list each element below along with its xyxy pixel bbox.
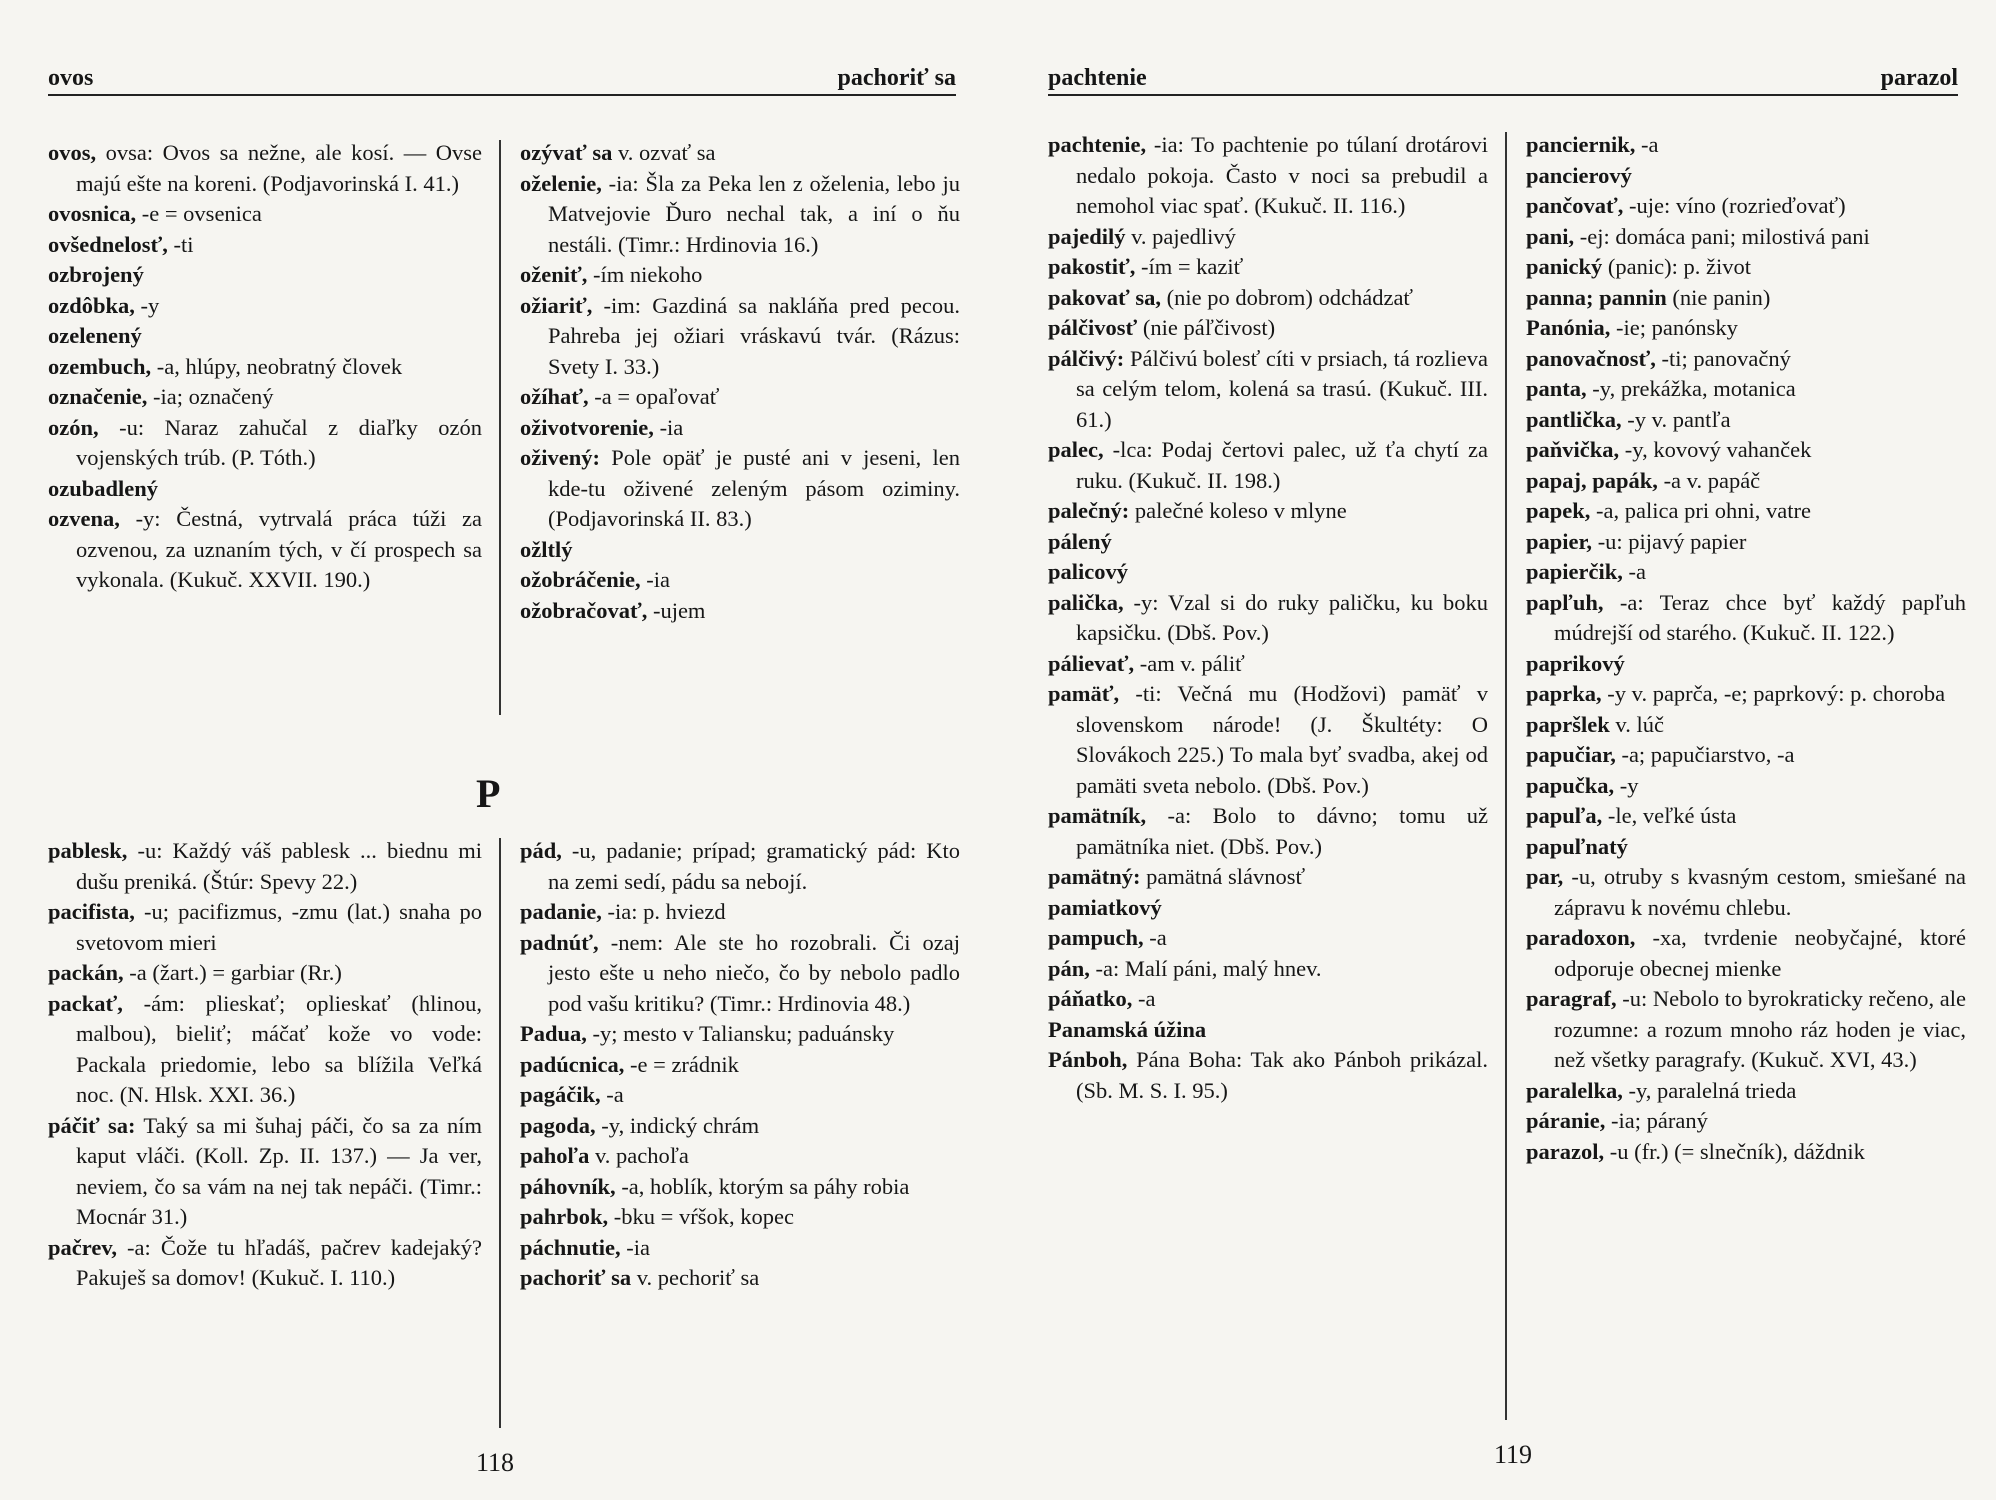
entry-definition: Pána Boha: Tak ako Pánboh prikázal. (Sb. M. S. I. 95.)	[1076, 1047, 1488, 1103]
entry-definition: -u (fr.) (= slnečník), dáždnik	[1604, 1138, 1865, 1164]
column-divider	[499, 838, 501, 1428]
entry-definition: -ia: Šla za Peka len z oželenia, lebo ju Matvejovie Ďuro nechal tak, a iní o ňu nestáli. (Timr.: Hrdinovia 16.)	[548, 170, 960, 257]
dictionary-entry	[520, 260, 960, 291]
entry-definition: -ti; panovačný	[1655, 345, 1791, 371]
dictionary-entry	[1526, 984, 1966, 1076]
entry-headword: papier,	[1526, 528, 1593, 554]
dictionary-entry	[1526, 222, 1966, 253]
entry-definition: -ám: plieskať; oplieskať (hlinou, malbou), bieliť; máčať kože vo vode: Packala priedomie, lebo sa blížila Veľká noc. (N. Hlsk. XXI. 36.)	[76, 990, 482, 1107]
entry-definition: (nie páľčivost)	[1137, 315, 1276, 340]
dictionary-entry	[48, 989, 482, 1111]
dictionary-entry	[520, 1111, 960, 1142]
dictionary-entry	[1526, 801, 1966, 832]
entry-headword: oženiť,	[520, 262, 588, 287]
column-divider	[1505, 132, 1507, 1420]
entry-headword: páhovník,	[520, 1173, 616, 1199]
dictionary-entry	[1526, 527, 1966, 558]
entry-definition: Taký sa mi šuhaj páči, čo sa za ním kaput vláči. (Koll. Zp. II. 137.) — Ja ver, neviem, čo sa vám na nej tak nepáči. (Timr.: Mocnár 31.)	[76, 1112, 483, 1229]
column-lower-left	[48, 836, 482, 1294]
entry-definition: -ia; páraný	[1605, 1108, 1708, 1133]
dictionary-entry	[520, 928, 960, 1020]
entry-definition: -e = zrádnik	[624, 1051, 739, 1077]
entry-definition: -y v. pantľa	[1621, 406, 1731, 432]
dictionary-entry	[520, 1202, 960, 1233]
entry-definition: -u: Každý váš pablesk ... biednu mi dušu preniká. (Štúr: Spevy 22.)	[76, 838, 482, 894]
dictionary-entry	[1526, 405, 1966, 436]
dictionary-entry	[1048, 252, 1488, 283]
running-head-last-word: pachoriť sa	[837, 65, 956, 91]
entry-definition: -y v. paprča, -e; paprkový: p. choroba	[1601, 681, 1946, 706]
dictionary-entry	[48, 321, 482, 352]
entry-definition: -a, hlúpy, neobratný človek	[151, 353, 403, 379]
dictionary-entry	[48, 138, 482, 199]
dictionary-entry	[520, 291, 960, 383]
dictionary-entry	[1048, 222, 1488, 253]
entry-headword: ozývať sa	[520, 140, 613, 165]
entry-headword: ozembuch,	[48, 353, 152, 379]
entry-headword: padúcnica,	[520, 1051, 625, 1077]
dictionary-entry	[48, 291, 482, 322]
entry-headword: panovačnosť,	[1526, 345, 1656, 371]
dictionary-entry	[1048, 588, 1488, 649]
entry-headword: oželenie,	[520, 170, 602, 196]
entry-headword: páchnutie,	[520, 1234, 621, 1260]
entry-headword: par,	[1526, 864, 1564, 889]
entry-headword: pamäť,	[1048, 681, 1120, 706]
entry-headword: paňvička,	[1526, 437, 1620, 462]
entry-definition: -y, paralelná trieda	[1622, 1077, 1797, 1103]
dictionary-entry	[1526, 862, 1966, 923]
entry-definition: palečné koleso v mlyne	[1129, 498, 1347, 523]
entry-definition: -ia	[640, 567, 670, 592]
entry-definition: -le, veľké ústa	[1602, 803, 1737, 828]
dictionary-entry	[1048, 893, 1488, 924]
dictionary-entry	[48, 1233, 482, 1294]
entry-definition: -bku = vŕšok, kopec	[608, 1204, 794, 1229]
dictionary-entry	[520, 836, 960, 897]
running-head-last-word: parazol	[1880, 65, 1958, 91]
entry-definition: -ia: p. hviezd	[601, 899, 726, 924]
dictionary-entry	[520, 596, 960, 627]
dictionary-entry	[1048, 954, 1488, 985]
entry-headword: packať,	[48, 990, 123, 1016]
entry-headword: páňatko,	[1048, 986, 1133, 1011]
entry-definition: -a: Bolo to dávno; tomu už pamätníka niet. (Dbš. Pov.)	[1076, 803, 1488, 859]
entry-definition: -ti	[167, 231, 194, 257]
entry-headword: pablesk,	[48, 838, 128, 863]
entry-definition: ovsa: Ovos sa nežne, ale kosí. — Ovse majú ešte na koreni. (Podjavorinská I. 41.)	[76, 140, 482, 196]
page-number: 118	[476, 1448, 515, 1477]
entry-definition: v. pajedlivý	[1125, 223, 1236, 249]
entry-headword: ovšednelosť,	[48, 231, 168, 257]
entry-headword: pancierový	[1526, 162, 1632, 188]
dictionary-entry	[1526, 496, 1966, 527]
entry-definition: -a: Malí páni, malý hnev.	[1089, 955, 1322, 981]
dictionary-entry	[48, 260, 482, 291]
dictionary-entry	[48, 897, 482, 958]
entry-headword: pampuch,	[1048, 925, 1144, 950]
entry-headword: pád,	[520, 838, 562, 863]
dictionary-entry	[1526, 832, 1966, 863]
dictionary-entry	[1526, 1137, 1966, 1168]
entry-headword: palicový	[1048, 559, 1129, 584]
dictionary-entry	[520, 413, 960, 444]
entry-headword: ozbrojený	[48, 262, 144, 287]
entry-definition: -u, padanie; prípad; gramatický pád: Kto na zemi sedí, pádu sa nebojí.	[548, 838, 960, 894]
dictionary-entry	[1526, 283, 1966, 314]
running-head	[48, 66, 956, 96]
dictionary-entry	[1526, 1106, 1966, 1137]
entry-headword: palička,	[1048, 589, 1124, 615]
entry-headword: ožiariť,	[520, 292, 593, 318]
dictionary-entry	[48, 1111, 482, 1233]
entry-headword: páranie,	[1526, 1108, 1606, 1133]
dictionary-entry	[1526, 923, 1966, 984]
column-upper-left	[48, 138, 482, 596]
dictionary-entry	[1048, 801, 1488, 862]
entry-headword: oživotvorenie,	[520, 414, 654, 440]
dictionary-entry	[520, 897, 960, 928]
dictionary-entry	[1526, 649, 1966, 680]
entry-headword: pálčivý:	[1048, 345, 1125, 371]
entry-definition: (nie panin)	[1666, 284, 1771, 310]
entry-headword: ovos,	[48, 140, 97, 165]
entry-headword: pančovať,	[1526, 193, 1624, 218]
dictionary-entry	[1526, 588, 1966, 649]
dictionary-entry	[48, 352, 482, 383]
entry-headword: ovosnica,	[48, 201, 137, 226]
dictionary-entry	[1526, 191, 1966, 222]
entry-headword: oživený:	[520, 445, 600, 470]
entry-headword: pálievať,	[1048, 650, 1135, 676]
dictionary-entry	[1048, 344, 1488, 436]
entry-headword: papuľnatý	[1526, 833, 1628, 859]
entry-headword: páčiť sa:	[48, 1112, 136, 1138]
entry-headword: pajedilý	[1048, 223, 1126, 249]
dictionary-entry	[48, 958, 482, 989]
entry-headword: ožíhať,	[520, 384, 589, 409]
dictionary-entry	[520, 382, 960, 413]
entry-headword: ozón,	[48, 414, 99, 440]
entry-headword: pagáčik,	[520, 1082, 601, 1107]
dictionary-entry	[1526, 1076, 1966, 1107]
entry-definition: -ej: domáca pani; milostivá pani	[1574, 223, 1870, 249]
header-rule	[48, 94, 956, 96]
dictionary-entry	[1526, 313, 1966, 344]
entry-headword: pálčivosť	[1048, 315, 1138, 340]
dictionary-entry	[520, 1050, 960, 1081]
dictionary-entry	[48, 504, 482, 596]
entry-headword: papršlek	[1526, 711, 1610, 737]
entry-definition: -y: Čestná, vytrvalá práca túži za ozvenou, za uznaním tých, v čí prospech sa vykonala. (Kukuč. XXVII. 190.)	[76, 506, 482, 592]
entry-definition: -a	[600, 1082, 624, 1107]
dictionary-entry	[520, 535, 960, 566]
dictionary-entry	[1526, 557, 1966, 588]
entry-headword: Padua,	[520, 1021, 587, 1046]
dictionary-entry	[1048, 923, 1488, 954]
entry-definition: -a	[1143, 925, 1167, 950]
dictionary-entry	[1526, 130, 1966, 161]
dictionary-entry	[520, 1141, 960, 1172]
entry-definition: -ia	[653, 414, 684, 440]
column-right	[1526, 130, 1966, 1167]
entry-definition: -y, indický chrám	[595, 1112, 760, 1138]
entry-headword: pagoda,	[520, 1112, 596, 1138]
dictionary-entry	[1048, 679, 1488, 801]
dictionary-entry	[1048, 130, 1488, 222]
entry-headword: paradoxon,	[1526, 925, 1636, 950]
entry-definition: -a; papučiarstvo, -a	[1615, 742, 1795, 767]
entry-headword: parazol,	[1526, 1138, 1605, 1164]
dictionary-entry	[1526, 710, 1966, 741]
running-head	[1048, 66, 1958, 96]
dictionary-entry	[48, 836, 482, 897]
entry-headword: papuľa,	[1526, 803, 1603, 828]
entry-definition: -a	[1132, 986, 1156, 1011]
entry-headword: Panónia,	[1526, 315, 1611, 340]
entry-headword: pahrbok,	[520, 1204, 609, 1229]
entry-headword: paralelka,	[1526, 1077, 1623, 1103]
entry-definition: -u: Nebolo to byrokraticky rečeno, ale rozumne: a rozum mnoho ráz hoden je viac, než všetky paragrafy. (Kukuč. XVI, 43.)	[1554, 986, 1966, 1072]
entry-headword: palec,	[1048, 437, 1104, 462]
dictionary-entry	[1526, 740, 1966, 771]
entry-headword: panta,	[1526, 376, 1587, 401]
entry-headword: padnúť,	[520, 929, 599, 955]
entry-headword: pahoľa	[520, 1143, 590, 1168]
dictionary-entry	[1526, 466, 1966, 497]
entry-headword: panciernik,	[1526, 132, 1636, 157]
entry-definition: -ia	[620, 1234, 651, 1260]
entry-headword: pani,	[1526, 223, 1575, 249]
entry-definition: -a = opaľovať	[588, 384, 720, 409]
dictionary-entry	[1048, 496, 1488, 527]
entry-definition: -a, hoblík, ktorým sa páhy robia	[615, 1173, 910, 1199]
dictionary-entry	[1048, 557, 1488, 588]
entry-definition: -u: pijavý papier	[1592, 528, 1747, 554]
dictionary-entry	[1048, 984, 1488, 1015]
entry-headword: pamätný:	[1048, 864, 1141, 889]
entry-definition: -y	[134, 292, 160, 318]
entry-definition: -uje: víno (rozrieďovať)	[1623, 193, 1846, 218]
entry-definition: v. pechoriť sa	[631, 1265, 760, 1290]
entry-definition: -im: Gazdiná sa nakláňa pred pecou. Pahreba jej ožiari vráskavú tvár. (Rázus: Svety I. 33.)	[548, 292, 960, 379]
entry-definition: -y; mesto v Taliansku; paduánsky	[586, 1021, 895, 1046]
entry-headword: pamiatkový	[1048, 894, 1162, 920]
dictionary-entry	[1526, 344, 1966, 375]
entry-headword: panický	[1526, 254, 1603, 279]
entry-definition: -ujem	[647, 597, 706, 623]
entry-headword: palečný:	[1048, 498, 1130, 523]
entry-headword: papaj, papák,	[1526, 467, 1658, 493]
dictionary-entry	[1048, 862, 1488, 893]
page-number: 119	[1494, 1440, 1533, 1469]
dictionary-entry	[520, 1263, 960, 1294]
dictionary-entry	[1048, 1045, 1488, 1106]
section-letter: P	[476, 771, 501, 816]
entry-definition: Pálčivú bolesť cíti v prsiach, tá rozlieva sa celým telom, kolená sa trasú. (Kukuč. III. 61.)	[1076, 345, 1488, 432]
entry-definition: -nem: Ale ste ho rozobrali. Či ozaj jesto ešte u neho niečo, čo by nebolo padlo pod vašu kritiku? (Timr.: Hrdinovia 48.)	[548, 929, 960, 1016]
entry-definition: -ti: Večná mu (Hodžovi) pamäť v slovenskom národe! (J. Škultéty: O Slovákoch 225.) To mala byť svadba, akej od pamäti sveta nebolo. (Dbš. Pov.)	[1076, 681, 1488, 798]
entry-headword: papučka,	[1526, 772, 1615, 798]
entry-definition: -y, kovový vahanček	[1619, 437, 1812, 462]
entry-headword: papierčik,	[1526, 559, 1623, 584]
dictionary-entry	[520, 169, 960, 261]
dictionary-entry	[1048, 649, 1488, 680]
dictionary-entry	[1526, 161, 1966, 192]
entry-definition: -ím niekoho	[587, 262, 703, 287]
entry-headword: označenie,	[48, 384, 148, 409]
entry-headword: pačrev,	[48, 1234, 117, 1260]
entry-headword: pakovať sa,	[1048, 284, 1162, 310]
entry-headword: papek,	[1526, 498, 1591, 523]
column-upper-right	[520, 138, 960, 626]
entry-headword: ozvena,	[48, 506, 120, 531]
dictionary-entry	[520, 1080, 960, 1111]
dictionary-entry	[48, 382, 482, 413]
dictionary-entry	[520, 565, 960, 596]
entry-definition: -xa, tvrdenie neobyčajné, ktoré odporuje obecnej mienke	[1554, 925, 1966, 981]
entry-headword: Panamská úžina	[1048, 1016, 1207, 1042]
dictionary-entry	[48, 199, 482, 230]
dictionary-entry	[1048, 1015, 1488, 1046]
column-divider	[499, 140, 501, 715]
entry-definition: -a: Teraz chce byť každý papľuh múdrejší od starého. (Kukuč. II. 122.)	[1554, 589, 1966, 645]
entry-definition: -y: Vzal si do ruky paličku, ku boku kapsičku. (Dbš. Pov.)	[1076, 589, 1488, 645]
dictionary-entry	[1048, 527, 1488, 558]
entry-definition: -ie; panónsky	[1610, 315, 1738, 340]
entry-definition: -e = ovsenica	[136, 201, 262, 226]
dictionary-entry	[520, 1233, 960, 1264]
entry-headword: ozubadlený	[48, 475, 159, 501]
column-lower-right	[520, 836, 960, 1294]
entry-definition: v. ozvať sa	[612, 140, 716, 165]
dictionary-entry	[1526, 771, 1966, 802]
entry-headword: paprikový	[1526, 650, 1625, 676]
entry-headword: pachtenie,	[1048, 132, 1147, 157]
entry-headword: papľuh,	[1526, 589, 1604, 615]
entry-headword: pantlička,	[1526, 406, 1622, 432]
dictionary-entry	[520, 1019, 960, 1050]
entry-definition: -a v. papáč	[1657, 467, 1761, 493]
entry-definition: -a	[1635, 132, 1659, 157]
dictionary-entry	[520, 138, 960, 169]
dictionary-entry	[1526, 679, 1966, 710]
dictionary-entry	[1048, 283, 1488, 314]
entry-definition: (panic): p. život	[1602, 254, 1751, 279]
dictionary-entry	[48, 474, 482, 505]
entry-definition: -y	[1614, 772, 1639, 798]
entry-headword: pamätník,	[1048, 803, 1147, 828]
dictionary-entry	[520, 443, 960, 535]
entry-definition: -a: Čože tu hľadáš, pačrev kadejaký? Pakuješ sa domov! (Kukuč. I. 110.)	[76, 1234, 482, 1290]
dictionary-entry	[520, 1172, 960, 1203]
entry-definition: -ím = kaziť	[1135, 254, 1244, 279]
entry-definition: -lca: Podaj čertovi palec, už ťa chytí za ruku. (Kukuč. II. 198.)	[1076, 437, 1488, 493]
entry-headword: pálený	[1048, 528, 1112, 554]
running-head-first-word: pachtenie	[1048, 65, 1147, 91]
entry-headword: ožobráčenie,	[520, 567, 641, 592]
entry-headword: panna; pannin	[1526, 284, 1667, 310]
entry-definition: v. pachoľa	[589, 1143, 689, 1168]
entry-definition: -a, palica pri ohni, vatre	[1590, 498, 1811, 523]
dictionary-entry	[48, 230, 482, 261]
entry-definition: -a	[1622, 559, 1646, 584]
dictionary-entry	[1526, 374, 1966, 405]
entry-definition: (nie po dobrom) odchádzať	[1161, 284, 1414, 310]
entry-headword: padanie,	[520, 899, 602, 924]
entry-headword: pachoriť sa	[520, 1265, 632, 1290]
entry-headword: ozelenený	[48, 323, 142, 348]
entry-headword: pacifista,	[48, 899, 135, 924]
header-rule	[1048, 94, 1958, 96]
entry-definition: v. lúč	[1609, 711, 1664, 737]
entry-definition: -u: Naraz zahučal z diaľky ozón vojenských trúb. (P. Tóth.)	[76, 414, 482, 470]
dictionary-entry	[1526, 252, 1966, 283]
dictionary-entry	[1048, 435, 1488, 496]
entry-definition: -am v. páliť	[1134, 650, 1245, 676]
entry-headword: ozdôbka,	[48, 292, 135, 318]
entry-definition: -u; pacifizmus, -zmu (lat.) snaha po svetovom mieri	[76, 899, 482, 955]
entry-definition: Pole opäť je pusté ani v jeseni, len kde-tu oživené zeleným pásom oziminy. (Podjavorinská II. 83.)	[548, 445, 960, 531]
column-left	[1048, 130, 1488, 1106]
entry-headword: papučiar,	[1526, 742, 1616, 767]
entry-headword: ožobračovať,	[520, 597, 648, 623]
dictionary-entry	[1526, 435, 1966, 466]
entry-headword: ožltlý	[520, 536, 573, 562]
entry-headword: paprka,	[1526, 681, 1602, 706]
entry-definition: pamätná slávnosť	[1140, 864, 1306, 889]
running-head-first-word: ovos	[48, 65, 94, 91]
dictionary-entry	[1048, 313, 1488, 344]
entry-headword: pakostiť,	[1048, 254, 1136, 279]
entry-definition: -ia; označený	[147, 384, 274, 409]
entry-headword: paragraf,	[1526, 986, 1617, 1011]
entry-definition: -u, otruby s kvasným cestom, smiešané na zápravu k novému chlebu.	[1554, 864, 1966, 920]
entry-definition: -ia: To pachtenie po túlaní drotárovi nedalo pokoja. Často v noci sa prebudil a nemohol viac spať. (Kukuč. II. 116.)	[1076, 132, 1488, 218]
entry-definition: -a (žart.) = garbiar (Rr.)	[123, 960, 342, 985]
dictionary-entry	[48, 413, 482, 474]
entry-headword: pán,	[1048, 955, 1090, 981]
entry-headword: Pánboh,	[1048, 1047, 1128, 1072]
entry-definition: -y, prekážka, motanica	[1586, 376, 1796, 401]
right-page	[998, 0, 1996, 1500]
entry-headword: packán,	[48, 960, 124, 985]
